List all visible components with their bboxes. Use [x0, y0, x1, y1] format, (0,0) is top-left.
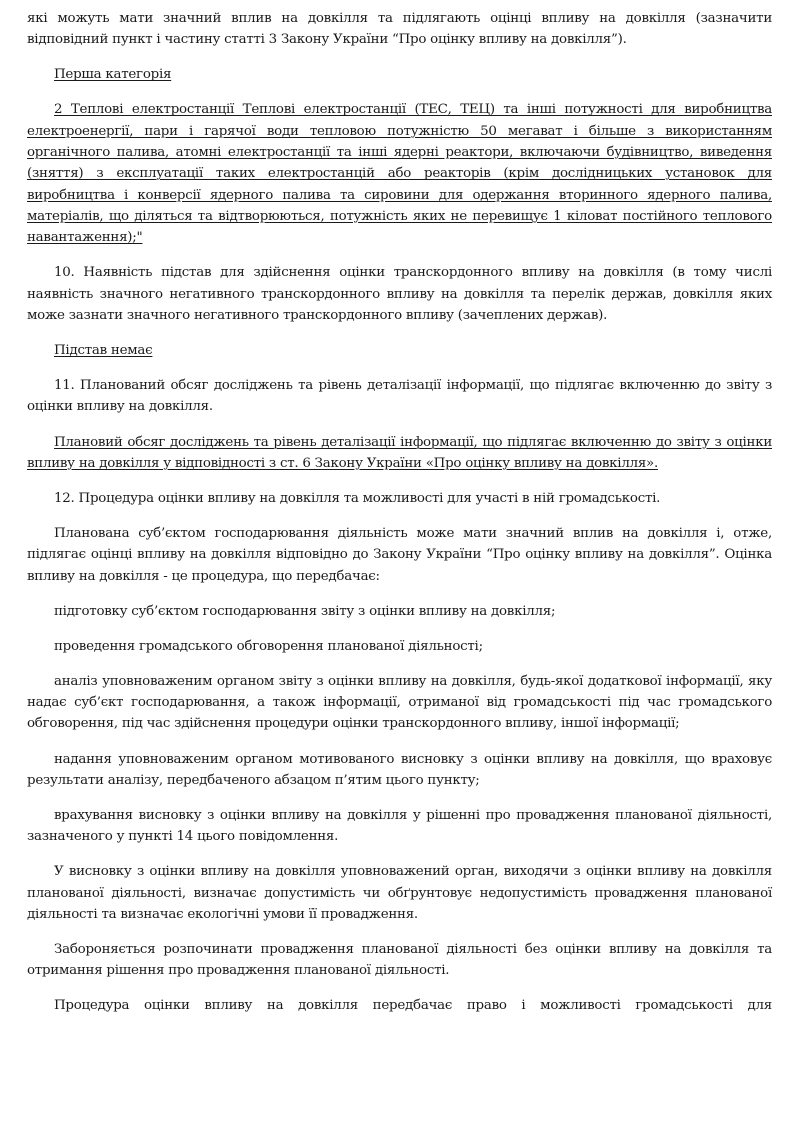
paragraph-public-rights	[27, 995, 772, 1016]
paragraph-step-3	[27, 671, 772, 735]
paragraph-conclusion	[27, 861, 772, 925]
paragraph-step-5	[27, 805, 772, 848]
category-label: Перша категорія	[54, 67, 172, 83]
step-5-text: врахування висновку з оцінки впливу на довкілля у рішенні про провадження планованої діяльності, зазначеного у пункті 14 цього повідомлення.	[27, 807, 772, 845]
section-12-intro-text: Планована суб’єктом господарювання діяльність може мати значний вплив на довкілля і, отже, підлягає оцінці впливу на довкілля відповідно до Закону України “Про оцінку впливу на довкілля”. Оцінка впливу на довкілля - це процедура, що передбачає:	[27, 526, 772, 584]
step-3-text: аналіз уповноваженим органом звіту з оцінки впливу на довкілля, будь-якої додаткової інформації, яку надає суб’єкт господарювання, а також інформації, отриманої від громадськості під час громадського обговорення, під час здійснення процедури оцінки транскордонного впливу, іншої інформації;	[27, 673, 772, 732]
prohibition-text: Забороняється розпочинати провадження планованої діяльності без оцінки впливу на довкілля та отримання рішення про провадження планованої діяльності.	[27, 942, 772, 979]
step-1-text: підготовку суб’єктом господарювання звіту з оцінки впливу на довкілля;	[54, 603, 556, 619]
paragraph-section-10-answer	[27, 340, 772, 361]
section-12-text: 12. Процедура оцінки впливу на довкілля та можливості для участі в ній громадськості.	[54, 490, 661, 506]
paragraph-intro-continuation	[27, 8, 772, 51]
step-2-text: проведення громадського обговорення планованої діяльності;	[54, 638, 483, 654]
paragraph-section-12-intro	[27, 523, 772, 587]
section-10-answer-text: Підстав немає	[54, 343, 153, 359]
paragraph-step-4	[27, 749, 772, 792]
category-detail-text: 2 Теплові електростанції Теплові електростанції (ТЕС, ТЕЦ) та інші потужності для виробництва електроенергії, пари і гарячої води тепловою потужністю 50 мегават і більше з використанням органічного палива, атомні електростанції та інші ядерні реактори, включаючи будівництво, виведення (зняття) з експлуатації таких електростанцій або реакторів (крім дослідницьких установок для виробництва і конверсії ядерного палива та сировини для одержання вторинного ядерного палива, матеріалів, що діляться та відтворюються, потужність яких не перевищує 1 кіловат постійного теплового навантаження);"	[27, 102, 772, 246]
paragraph-step-1	[27, 601, 772, 622]
section-10-text: 10. Наявність підстав для здійснення оцінки транскордонного впливу на довкілля (в тому числі наявність значного негативного транскордонного впливу на довкілля та перелік держав, довкілля яких може зазнати значного негативного транскордонного впливу (зачеплених держав).	[27, 265, 772, 323]
paragraph-section-11	[27, 375, 772, 418]
paragraph-section-11-answer	[27, 432, 772, 475]
paragraph-step-2	[27, 636, 772, 657]
paragraph-section-10	[27, 262, 772, 326]
section-11-text: 11. Планований обсяг досліджень та рівень деталізації інформації, що підлягає включенню до звіту з оцінки впливу на довкілля.	[27, 378, 772, 415]
paragraph-section-12	[27, 488, 772, 509]
paragraph-category-heading	[27, 64, 772, 85]
public-rights-text: Процедура оцінки впливу на довкілля передбачає право і можливості громадськості для	[54, 998, 772, 1014]
paragraph-prohibition	[27, 939, 772, 982]
step-4-text: надання уповноваженим органом мотивованого висновку з оцінки впливу на довкілля, що враховує результати аналізу, передбаченого абзацом п’ятим цього пункту;	[27, 751, 772, 788]
paragraph-text: які можуть мати значний вплив на довкілля та підлягають оцінці впливу на довкілля (зазначити відповідний пункт і частину статті 3 Закону України “Про оцінку впливу на довкілля”).	[27, 11, 772, 48]
document-page	[27, 8, 772, 1031]
section-11-answer-text: Плановий обсяг досліджень та рівень деталізації інформації, що підлягає включенню до звіту з оцінки впливу на довкілля у відповідності з ст. 6 Закону України «Про оцінку впливу на довкілля».	[27, 434, 772, 471]
paragraph-category-detail	[27, 99, 772, 248]
conclusion-text: У висновку з оцінки впливу на довкілля уповноважений орган, виходячи з оцінки впливу на довкілля планованої діяльності, визначає допустимість чи обґрунтовує недопустимість провадження планованої діяльності та визначає екологічні умови її провадження.	[27, 864, 772, 922]
